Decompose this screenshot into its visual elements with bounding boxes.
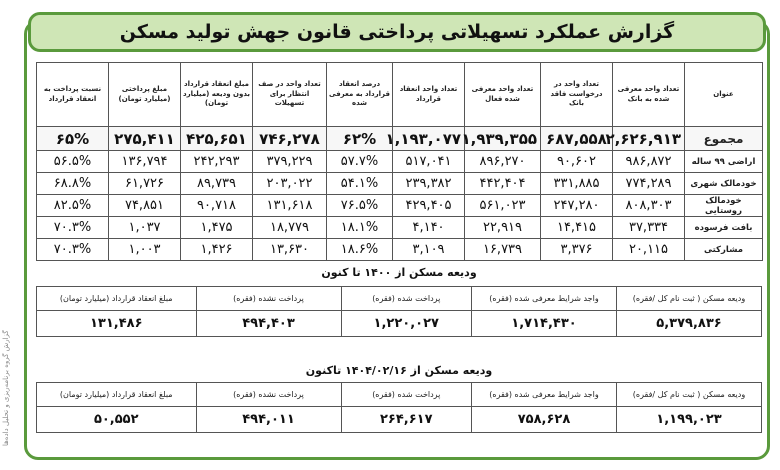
table-cell: ۷۶.۵%: [327, 195, 393, 217]
header-cell: پرداخت نشده (فقره): [196, 383, 341, 407]
table-row: [37, 195, 763, 217]
header-cell: تعداد واحد انعقاد قرارداد: [393, 63, 465, 127]
table-cell: ۱,۹۳۹,۳۵۵: [465, 127, 541, 151]
table-cell: ۶۱,۷۲۶: [109, 173, 181, 195]
table-cell: ۹۰,۶۰۲: [541, 151, 613, 173]
section2-table: [36, 382, 762, 433]
table-cell: ۵,۳۷۹,۸۳۶: [617, 311, 762, 337]
table-cell: ۱۳۱,۶۱۸: [253, 195, 327, 217]
header-cell: تعداد واحد معرفی شده فعال: [465, 63, 541, 127]
table-cell: ۳۳۱,۸۸۵: [541, 173, 613, 195]
section2-value-row: [37, 407, 762, 433]
header-cell: نسبت پرداخت به انعقاد قرارداد: [37, 63, 109, 127]
row-label: بافت فرسوده: [685, 217, 763, 239]
table-cell: ۵۶.۵%: [37, 151, 109, 173]
table-cell: ۱۸.۱%: [327, 217, 393, 239]
table-cell: ۵۰,۵۵۲: [37, 407, 197, 433]
header-cell: مبلغ پرداختی (میلیارد تومان): [109, 63, 181, 127]
header-cell: مبلغ انعقاد قرارداد (میلیارد تومان): [37, 383, 197, 407]
table-cell: ۵۶۱,۰۲۳: [465, 195, 541, 217]
table-cell: ۱,۴۷۵: [181, 217, 253, 239]
table-cell: ۶۸۷,۵۵۸: [541, 127, 613, 151]
main-header-row: [37, 63, 763, 127]
total-label: مجموع: [685, 127, 763, 151]
header-cell: مبلغ انعقاد قرارداد (میلیارد تومان): [37, 287, 197, 311]
header-cell: واجد شرایط معرفی شده (فقره): [472, 383, 617, 407]
header-cell: درصد انعقاد قرارداد به معرفی شده: [327, 63, 393, 127]
header-cell: تعداد واحد در درخواست فاقد بانک: [541, 63, 613, 127]
table-cell: ۲۲,۹۱۹: [465, 217, 541, 239]
table-cell: ۴۴۲,۴۰۴: [465, 173, 541, 195]
table-cell: ۲۰۳,۰۲۲: [253, 173, 327, 195]
header-cell: ودیعه مسکن ( ثبت نام کل /فقره): [617, 287, 762, 311]
table-cell: ۷۴,۸۵۱: [109, 195, 181, 217]
row-label: خودمالک روستایی: [685, 195, 763, 217]
table-row: [37, 173, 763, 195]
header-cell: پرداخت شده (فقره): [341, 287, 472, 311]
side-note: گزارش گروه برنامه‌ریزی و تحلیل داده‌ها: [2, 330, 10, 446]
table-cell: ۴۲۹,۴۰۵: [393, 195, 465, 217]
table-cell: ۸۲.۵%: [37, 195, 109, 217]
table-cell: ۴۲۵,۶۵۱: [181, 127, 253, 151]
table-cell: ۲۴۲,۲۹۳: [181, 151, 253, 173]
table-cell: ۷۴۶,۲۷۸: [253, 127, 327, 151]
section1-table: [36, 286, 762, 337]
table-cell: ۲۳۹,۳۸۲: [393, 173, 465, 195]
section2-header-row: [37, 383, 762, 407]
table-cell: ۸۹۶,۲۷۰: [465, 151, 541, 173]
table-cell: ۱۶,۷۳۹: [465, 239, 541, 261]
table-cell: ۱,۰۰۳: [109, 239, 181, 261]
table-cell: ۱,۷۱۴,۴۳۰: [472, 311, 617, 337]
table-cell: ۹۸۶,۸۷۲: [613, 151, 685, 173]
table-cell: ۲۰,۱۱۵: [613, 239, 685, 261]
table-cell: ۴۹۴,۰۱۱: [196, 407, 341, 433]
row-label: مشارکتی: [685, 239, 763, 261]
table-cell: ۷۰.۳%: [37, 217, 109, 239]
table-cell: ۵۴.۱%: [327, 173, 393, 195]
table-cell: ۷۰.۳%: [37, 239, 109, 261]
table-cell: ۸۹,۷۳۹: [181, 173, 253, 195]
table-cell: ۵۷.۷%: [327, 151, 393, 173]
main-table: [36, 62, 763, 261]
table-cell: ۲۷۵,۴۱۱: [109, 127, 181, 151]
row-label: خودمالک شهری: [685, 173, 763, 195]
table-cell: ۱,۲۲۰,۰۲۷: [341, 311, 472, 337]
table-cell: ۱۳,۶۳۰: [253, 239, 327, 261]
table-cell: ۶۲%: [327, 127, 393, 151]
table-cell: ۳۷,۳۳۴: [613, 217, 685, 239]
table-cell: ۶۵%: [37, 127, 109, 151]
table-cell: ۴۹۴,۴۰۳: [196, 311, 341, 337]
table-cell: ۴,۱۴۰: [393, 217, 465, 239]
table-cell: ۱۳۱,۴۸۶: [37, 311, 197, 337]
header-cell: مبلغ انعقاد قرارداد بدون ودیعه (میلیارد تومان): [181, 63, 253, 127]
header-cell: واجد شرایط معرفی شده (فقره): [472, 287, 617, 311]
table-cell: ۶۸.۸%: [37, 173, 109, 195]
table-cell: ۸۰۸,۳۰۳: [613, 195, 685, 217]
table-cell: ۱۴,۴۱۵: [541, 217, 613, 239]
table-cell: ۱,۱۹۳,۰۷۷: [393, 127, 465, 151]
report-title: گزارش عملکرد تسهیلاتی پرداختی قانون جهش تولید مسکن: [28, 12, 766, 52]
section1-value-row: [37, 311, 762, 337]
section1-header-row: [37, 287, 762, 311]
row-label: اراضی ۹۹ ساله: [685, 151, 763, 173]
table-cell: ۲,۶۲۶,۹۱۳: [613, 127, 685, 151]
table-cell: ۲۶۴,۶۱۷: [341, 407, 472, 433]
header-cell: عنوان: [685, 63, 763, 127]
table-cell: ۷۷۴,۲۸۹: [613, 173, 685, 195]
section1-title: ودیعه مسکن از ۱۴۰۰ تا کنون: [321, 266, 477, 279]
header-cell: تعداد واحد در صف انتظار برای تسهیلات: [253, 63, 327, 127]
table-cell: ۵۱۷,۰۴۱: [393, 151, 465, 173]
table-row: [37, 217, 763, 239]
table-cell: ۱,۰۳۷: [109, 217, 181, 239]
table-cell: ۱۸,۷۷۹: [253, 217, 327, 239]
table-cell: ۳,۳۷۶: [541, 239, 613, 261]
table-cell: ۹۰,۷۱۸: [181, 195, 253, 217]
table-row: [37, 239, 763, 261]
table-cell: ۱,۴۲۶: [181, 239, 253, 261]
table-cell: ۱۳۶,۷۹۴: [109, 151, 181, 173]
table-cell: ۲۴۷,۲۸۰: [541, 195, 613, 217]
section2-title: ودیعه مسکن از ۱۴۰۴/۰۲/۱۶ تاکنون: [305, 364, 493, 377]
table-cell: ۱۸.۶%: [327, 239, 393, 261]
table-cell: ۳۷۹,۲۲۹: [253, 151, 327, 173]
header-cell: تعداد واحد معرفی شده به بانک: [613, 63, 685, 127]
table-cell: ۷۵۸,۶۲۸: [472, 407, 617, 433]
table-row: [37, 151, 763, 173]
table-cell: ۳,۱۰۹: [393, 239, 465, 261]
header-cell: پرداخت نشده (فقره): [196, 287, 341, 311]
header-cell: ودیعه مسکن ( ثبت نام کل /فقره): [617, 383, 762, 407]
table-cell: ۱,۱۹۹,۰۲۳: [617, 407, 762, 433]
header-cell: پرداخت شده (فقره): [341, 383, 472, 407]
total-row: [37, 127, 763, 151]
